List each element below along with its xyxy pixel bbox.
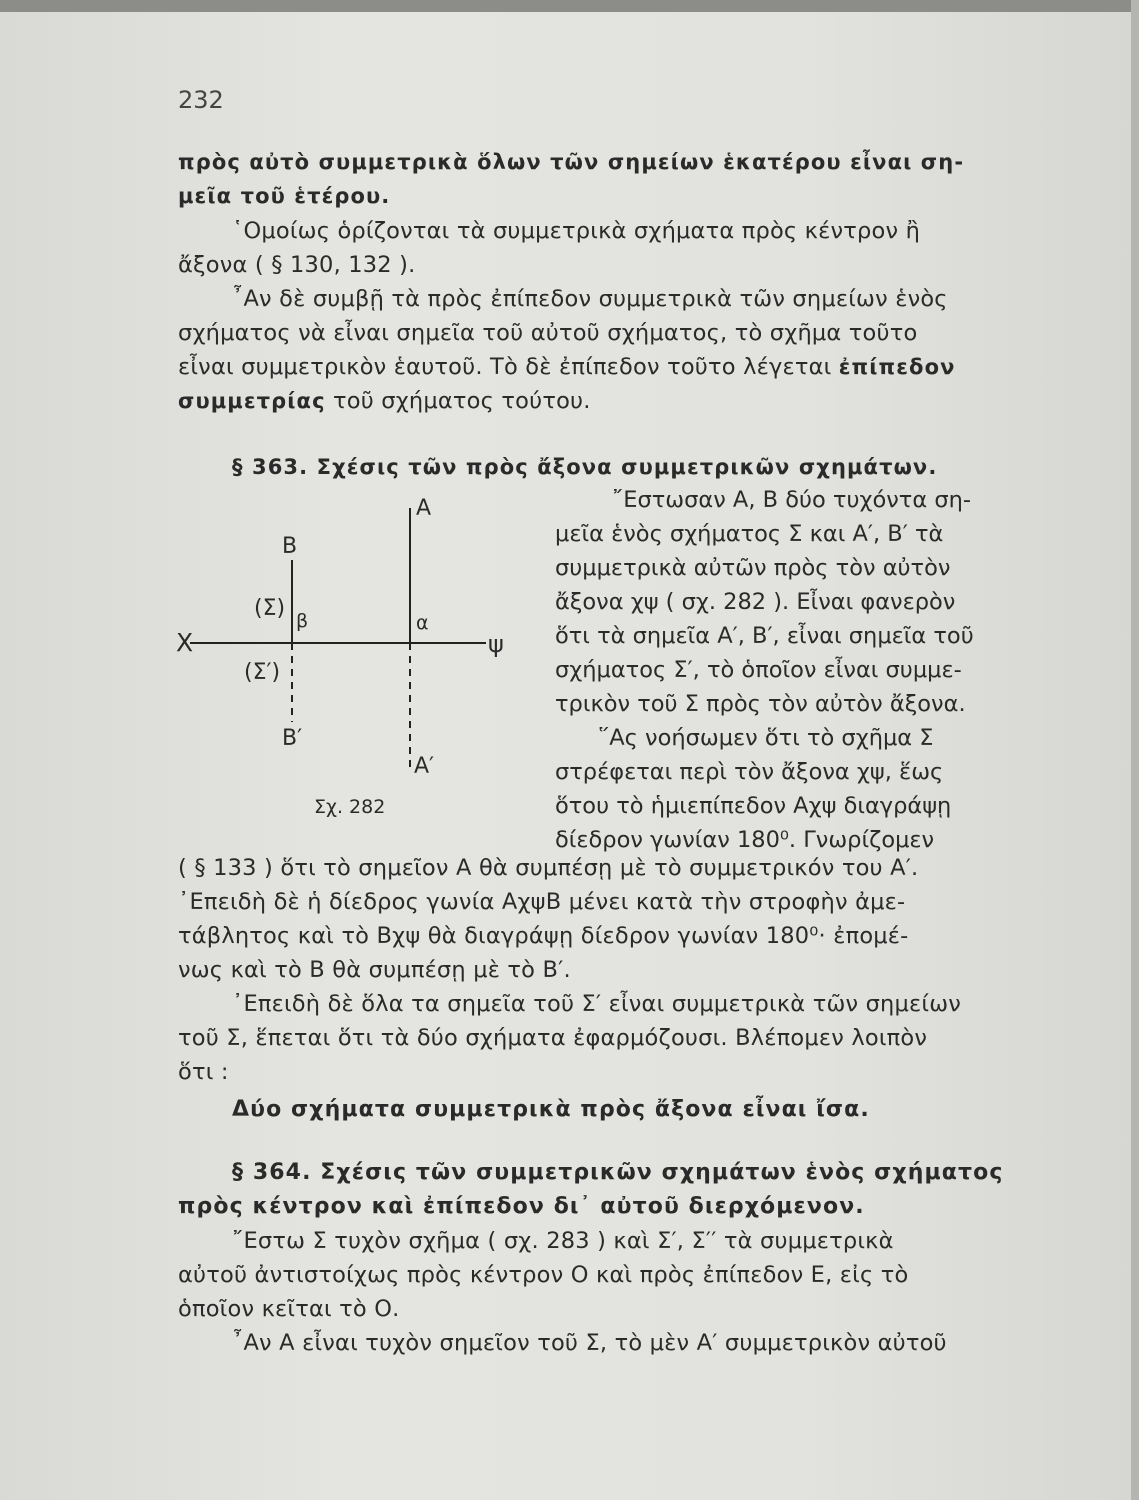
text-line: ( § 133 ) ὅτι τὸ σημεῖον Α θὰ συμπέσῃ μὲ τὸ συμμετρικόν του Α′. [178, 855, 919, 881]
text-line: ἄξονα χψ ( σχ. 282 ). Εἶναι φανερὸν [555, 589, 956, 615]
label-psi: ψ [488, 630, 504, 658]
section-heading-364-cont: πρὸς κέντρον καὶ ἐπίπεδον δι᾿ αὐτοῦ διερχόμενον. [178, 1194, 865, 1219]
text-line: μεῖα τοῦ ἑτέρου. [178, 184, 391, 208]
theorem-statement: Δύο σχήματα συμμετρικὰ πρὸς ἄξονα εἶναι ἴσα. [232, 1097, 870, 1122]
section-heading-363: § 363. Σχέσις τῶν πρὸς ἄξονα συμμετρικῶν σχημάτων. [232, 455, 938, 479]
text-line: ὅτου τὸ ἡμιεπίπεδον Αχψ διαγράψῃ [555, 793, 952, 819]
label-a-prime: Α′ [414, 754, 435, 779]
label-alpha: α [416, 612, 429, 634]
text-span: τοῦ σχήματος τούτου. [325, 388, 591, 414]
text-line: τάβλητος καὶ τὸ Βχψ θὰ διαγράψῃ δίεδρον γωνίαν 180⁰· ἐπομέ- [178, 923, 909, 949]
section-heading-364: § 364. Σχέσις τῶν συμμετρικῶν σχημάτων ἑνὸς σχήματος [232, 1160, 1004, 1185]
text-line: σχήματος Σ′, τὸ ὁποῖον εἶναι συμμε- [555, 657, 962, 683]
text-line: ῞Ας νοήσωμεν ὅτι τὸ σχῆμα Σ [598, 725, 934, 751]
text-line: στρέφεται περὶ τὸν ἄξονα χψ, ἕως [555, 759, 944, 785]
text-line: τρικὸν τοῦ Σ πρὸς τὸν αὐτὸν ἄξονα. [555, 691, 966, 717]
scan-right-edge [1131, 0, 1139, 1500]
scan-top-edge [0, 0, 1139, 12]
figure-caption: Σχ. 282 [314, 796, 386, 818]
text-line: ῏Αν δὲ συμβῇ τὰ πρὸς ἐπίπεδον συμμετρικὰ τῶν σημείων ἑνὸς [232, 286, 948, 312]
label-b-prime: Β′ [282, 726, 303, 751]
text-line: ὅτι τὰ σημεῖα Α′, Β′, εἶναι σημεῖα τοῦ [555, 623, 974, 649]
label-sigma-prime: (Σ′) [244, 660, 281, 685]
text-line [178, 388, 591, 414]
text-line: ῎Εστωσαν Α, Β δύο τυχόντα ση- [612, 487, 971, 513]
bold-term: ἐπίπεδον [838, 355, 956, 379]
figure-drawing [176, 500, 536, 840]
text-line: πρὸς αὐτὸ συμμετρικὰ ὅλων τῶν σημείων ἑκατέρου εἶναι ση- [178, 150, 965, 174]
text-span: εἶναι συμμετρικὸν ἑαυτοῦ. Τὸ δὲ ἐπίπεδον τοῦτο λέγεται [178, 354, 839, 380]
text-line [178, 354, 956, 380]
text-line: ῏Αν Α εἶναι τυχὸν σημεῖον τοῦ Σ, τὸ μὲν Α′ συμμετρικὸν αὐτοῦ [232, 1330, 947, 1356]
text-line: ῾Ομοίως ὁρίζονται τὰ συμμετρικὰ σχήματα πρὸς κέντρον ἢ [232, 218, 921, 244]
label-beta: β [296, 610, 309, 632]
bold-term: συμμετρίας [178, 389, 326, 413]
text-line: τοῦ Σ, ἕπεται ὅτι τὰ δύο σχήματα ἐφαρμόζουσι. Βλέπομεν λοιπὸν [178, 1025, 928, 1051]
page-number: 232 [178, 86, 224, 114]
text-line: σχήματος νὰ εἶναι σημεῖα τοῦ αὐτοῦ σχήματος, τὸ σχῆμα τοῦτο [178, 320, 918, 346]
text-line: δίεδρον γωνίαν 180⁰. Γνωρίζομεν [555, 827, 935, 853]
text-line: ᾿Επειδὴ δὲ ὅλα τα σημεῖα τοῦ Σ′ εἶναι συμμετρικὰ τῶν σημείων [232, 991, 962, 1017]
text-line: ᾿Επειδὴ δὲ ἡ δίεδρος γωνία ΑχψΒ μένει κατὰ τὴν στροφὴν ἀμε- [178, 889, 906, 915]
label-a: Α [416, 496, 432, 521]
text-line: ἄξονα ( § 130, 132 ). [178, 252, 416, 278]
figure-282 [176, 496, 536, 840]
text-line: ῎Εστω Σ τυχὸν σχῆμα ( σχ. 283 ) καὶ Σ′, Σ′′ τὰ συμμετρικὰ [232, 1228, 894, 1254]
label-sigma: (Σ) [254, 596, 286, 621]
text-line: συμμετρικὰ αὐτῶν πρὸς τὸν αὐτὸν [555, 555, 951, 581]
text-line: ὅτι : [178, 1059, 229, 1085]
label-b: Β [282, 534, 298, 559]
text-line: μεῖα ἑνὸς σχήματος Σ και Α′, Β′ τὰ [555, 521, 944, 547]
text-line: νως καὶ τὸ Β θὰ συμπέσῃ μὲ τὸ Β′. [178, 957, 571, 983]
text-line: αὐτοῦ ἀντιστοίχως πρὸς κέντρον Ο καὶ πρὸς ἐπίπεδον Ε, εἰς τὸ [178, 1262, 909, 1288]
label-x: Χ [176, 628, 194, 657]
text-line: ὁποῖον κεῖται τὸ Ο. [178, 1296, 400, 1322]
